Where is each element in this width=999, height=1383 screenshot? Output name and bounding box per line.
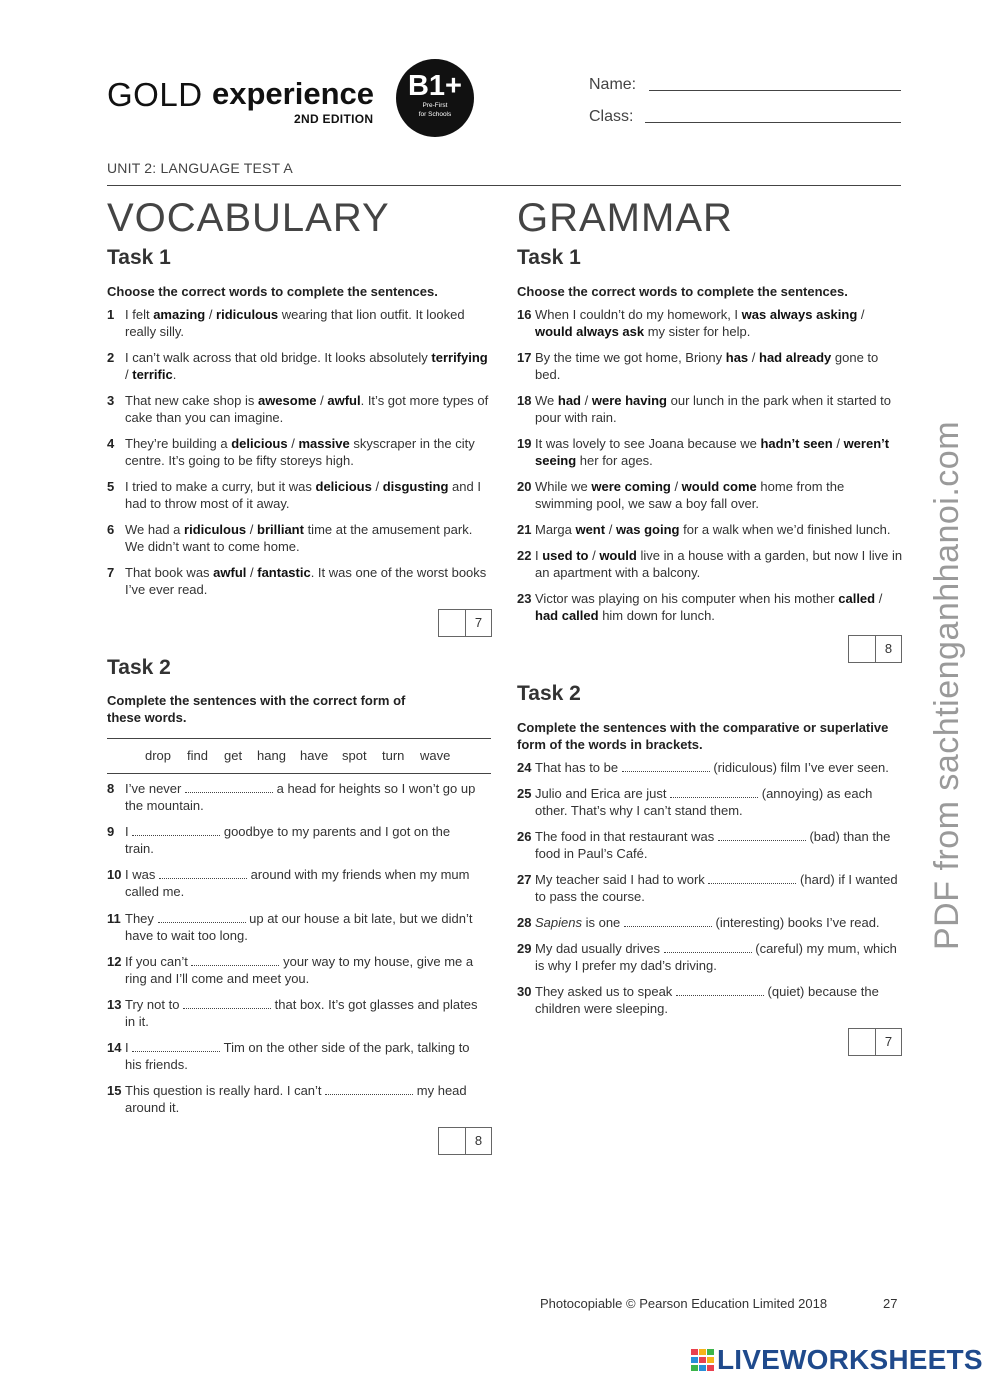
question-number: 30	[517, 984, 532, 999]
badge-level: B1+	[407, 70, 462, 102]
question-number: 25	[517, 786, 532, 801]
question-text: When I couldn’t do my homework, I was always asking / would always ask my sister for help.	[535, 307, 865, 339]
question-text: We had a ridiculous / brilliant time at the amusement park. We didn’t want to come home.	[125, 522, 473, 554]
question-item	[517, 435, 903, 469]
question-text: I used to / would live in a house with a garden, but now I live in an apartment with a balcony.	[535, 548, 903, 580]
grammar-task2-instruction: Complete the sentences with the comparative or superlative form of the words in brackets.	[517, 720, 889, 752]
liveworksheets-logo-icon	[691, 1349, 715, 1371]
question-item	[517, 590, 903, 624]
answer-blank[interactable]	[708, 873, 796, 884]
question-item	[107, 521, 493, 555]
answer-blank[interactable]	[676, 985, 764, 996]
question-text: They’re building a delicious / massive skyscraper in the city centre. It’s going to be fifty storeys high.	[125, 436, 475, 468]
question-text: They up at our house a bit late, but we didn’t have to wait too long.	[125, 911, 473, 943]
score-value: 8	[474, 1133, 483, 1148]
question-text: The food in that restaurant was (bad) than the food in Paul’s Café.	[535, 829, 891, 861]
question-item	[517, 983, 903, 1017]
question-number: 24	[517, 760, 532, 775]
question-text: That new cake shop is awesome / awful. It’s got more types of cake than you can imagine.	[125, 393, 489, 425]
answer-blank[interactable]	[622, 761, 710, 772]
question-number: 29	[517, 941, 532, 956]
grammar-task2-score-box	[848, 1028, 902, 1056]
vocab-task2-score-box	[438, 1127, 492, 1155]
question-number: 4	[107, 436, 115, 451]
answer-blank[interactable]	[132, 825, 220, 836]
logo-edition: 2ND EDITION	[294, 112, 374, 126]
question-item	[107, 478, 493, 512]
question-number: 16	[517, 307, 532, 322]
copyright: Photocopiable © Pearson Education Limited 2018	[540, 1296, 828, 1311]
question-text: This question is really hard. I can’t my head around it.	[125, 1083, 467, 1115]
question-item	[517, 306, 903, 340]
answer-blank[interactable]	[624, 916, 712, 927]
grammar-task1-score-box	[848, 635, 902, 663]
question-text: By the time we got home, Briony has / had already gone to bed.	[535, 350, 879, 382]
question-number: 13	[107, 997, 122, 1012]
header-divider	[107, 185, 901, 186]
question-item	[517, 478, 903, 512]
vocab-task2-title: Task 2	[107, 656, 171, 679]
question-item	[517, 828, 903, 862]
question-number: 20	[517, 479, 532, 494]
class-line[interactable]	[645, 122, 901, 123]
word-item: find	[187, 748, 208, 763]
watermark-text: PDF from sachtienganhhanoi.com	[928, 420, 966, 950]
word-item: turn	[382, 748, 405, 763]
answer-blank[interactable]	[191, 955, 279, 966]
question-number: 2	[107, 350, 115, 365]
question-number: 14	[107, 1040, 122, 1055]
badge-sub-2: for Schools	[418, 111, 452, 118]
question-item	[517, 521, 903, 538]
answer-blank[interactable]	[325, 1084, 413, 1095]
question-item	[107, 306, 493, 340]
question-item	[517, 914, 903, 931]
badge-sub-1: Pre-First	[422, 102, 448, 109]
word-item: wave	[420, 748, 451, 763]
question-number: 7	[107, 565, 115, 580]
logo-experience: experience	[212, 76, 374, 111]
answer-blank[interactable]	[132, 1041, 220, 1052]
vocabulary-heading: VOCABULARY	[107, 196, 390, 240]
question-text: Julio and Erica are just (annoying) as each other. That’s why I can’t stand them.	[535, 786, 873, 818]
answer-blank[interactable]	[185, 782, 273, 793]
logo-gold: GOLD	[107, 76, 203, 113]
answer-blank[interactable]	[183, 998, 271, 1009]
question-number: 23	[517, 591, 532, 606]
question-item	[107, 996, 479, 1030]
grammar-task1-instruction: Choose the correct words to complete the sentences.	[517, 284, 848, 299]
question-text: We had / were having our lunch in the park when it started to pour with rain.	[535, 393, 892, 425]
answer-blank[interactable]	[718, 830, 806, 841]
question-text: I felt amazing / ridiculous wearing that lion outfit. It looked really silly.	[125, 307, 465, 339]
question-item	[517, 785, 903, 819]
answer-blank[interactable]	[664, 942, 752, 953]
word-item: have	[300, 748, 329, 763]
question-number: 12	[107, 954, 122, 969]
question-item	[517, 547, 903, 581]
question-item	[107, 910, 479, 944]
question-text: If you can’t your way to my house, give me a ring and I’ll come and meet you.	[125, 954, 474, 986]
question-number: 21	[517, 522, 532, 537]
question-number: 6	[107, 522, 115, 537]
question-text: I tried to make a curry, but it was delicious / disgusting and I had to throw most of it away.	[125, 479, 481, 511]
question-number: 5	[107, 479, 115, 494]
question-text: Marga went / was going for a walk when we’d finished lunch.	[535, 522, 891, 537]
question-item	[107, 953, 479, 987]
question-text: Try not to that box. It’s got glasses and plates in it.	[125, 997, 478, 1029]
answer-blank[interactable]	[159, 868, 247, 879]
question-number: 17	[517, 350, 532, 365]
question-number: 22	[517, 548, 532, 563]
vocab-task1-score-box	[438, 609, 492, 637]
question-item	[517, 349, 903, 383]
question-item	[107, 866, 479, 900]
score-value: 7	[884, 1034, 893, 1049]
question-number: 26	[517, 829, 532, 844]
vocab-task1-instruction: Choose the correct words to complete the sentences.	[107, 284, 438, 299]
question-text: I goodbye to my parents and I got on the train.	[125, 824, 451, 856]
vocab-task1-title: Task 1	[107, 246, 171, 269]
word-item: hang	[257, 748, 286, 763]
question-item	[107, 349, 493, 383]
question-item	[517, 871, 903, 905]
name-label: Name:	[589, 76, 637, 93]
question-text: My dad usually drives (careful) my mum, which is why I prefer my dad’s driving.	[535, 941, 897, 973]
question-text: Victor was playing on his computer when his mother called / had called him down for lunch.	[535, 591, 883, 623]
question-number: 8	[107, 781, 115, 796]
question-number: 3	[107, 393, 115, 408]
question-number: 1	[107, 307, 115, 322]
name-line[interactable]	[649, 90, 901, 91]
score-value: 8	[884, 641, 893, 656]
question-item	[107, 564, 493, 598]
answer-blank[interactable]	[670, 787, 758, 798]
class-label: Class:	[589, 108, 634, 125]
question-number: 11	[107, 911, 121, 926]
question-text: That book was awful / fantastic. It was one of the worst books I’ve ever read.	[125, 565, 487, 597]
unit-title: UNIT 2: LANGUAGE TEST A	[107, 160, 293, 176]
question-item	[517, 392, 903, 426]
question-text: It was lovely to see Joana because we hadn’t seen / weren’t seeing her for ages.	[535, 436, 890, 468]
page-number: 27	[883, 1296, 898, 1311]
question-item	[107, 823, 479, 857]
question-number: 27	[517, 872, 532, 887]
question-item	[107, 392, 493, 426]
question-item	[107, 1082, 479, 1116]
question-text: While we were coming / would come home from the swimming pool, we saw a boy fall over.	[535, 479, 845, 511]
word-box	[107, 738, 491, 774]
question-item	[107, 1039, 479, 1073]
question-number: 9	[107, 824, 115, 839]
word-item: get	[224, 748, 243, 763]
question-text: Sapiens is one (interesting) books I’ve read.	[535, 915, 880, 930]
question-item	[107, 435, 493, 469]
question-item	[517, 940, 903, 974]
word-item: spot	[342, 748, 367, 763]
liveworksheets-brand: LIVEWORKSHEETS	[717, 1344, 983, 1375]
word-item: drop	[145, 748, 172, 763]
question-number: 18	[517, 393, 532, 408]
question-text: I Tim on the other side of the park, talking to his friends.	[125, 1040, 470, 1072]
level-badge	[396, 59, 474, 137]
question-number: 19	[517, 436, 532, 451]
answer-blank[interactable]	[158, 912, 246, 923]
question-number: 28	[517, 915, 532, 930]
question-item	[517, 759, 903, 776]
score-value: 7	[474, 615, 483, 630]
question-number: 10	[107, 867, 122, 882]
grammar-task1-title: Task 1	[517, 246, 581, 269]
question-text: That has to be (ridiculous) film I’ve ever seen.	[535, 760, 889, 775]
grammar-task2-title: Task 2	[517, 682, 581, 705]
grammar-heading: GRAMMAR	[517, 196, 733, 240]
question-text: I can’t walk across that old bridge. It looks absolutely terrifying / terrific.	[125, 350, 488, 382]
question-text: They asked us to speak (quiet) because the children were sleeping.	[535, 984, 879, 1016]
question-number: 15	[107, 1083, 122, 1098]
question-text: I’ve never a head for heights so I won’t go up the mountain.	[125, 781, 476, 813]
vocab-task2-instruction: Complete the sentences with the correct form of these words.	[107, 693, 406, 725]
question-item	[107, 780, 479, 814]
question-text: I was around with my friends when my mum called me.	[125, 867, 470, 899]
question-text: My teacher said I had to work (hard) if I wanted to pass the course.	[535, 872, 898, 904]
